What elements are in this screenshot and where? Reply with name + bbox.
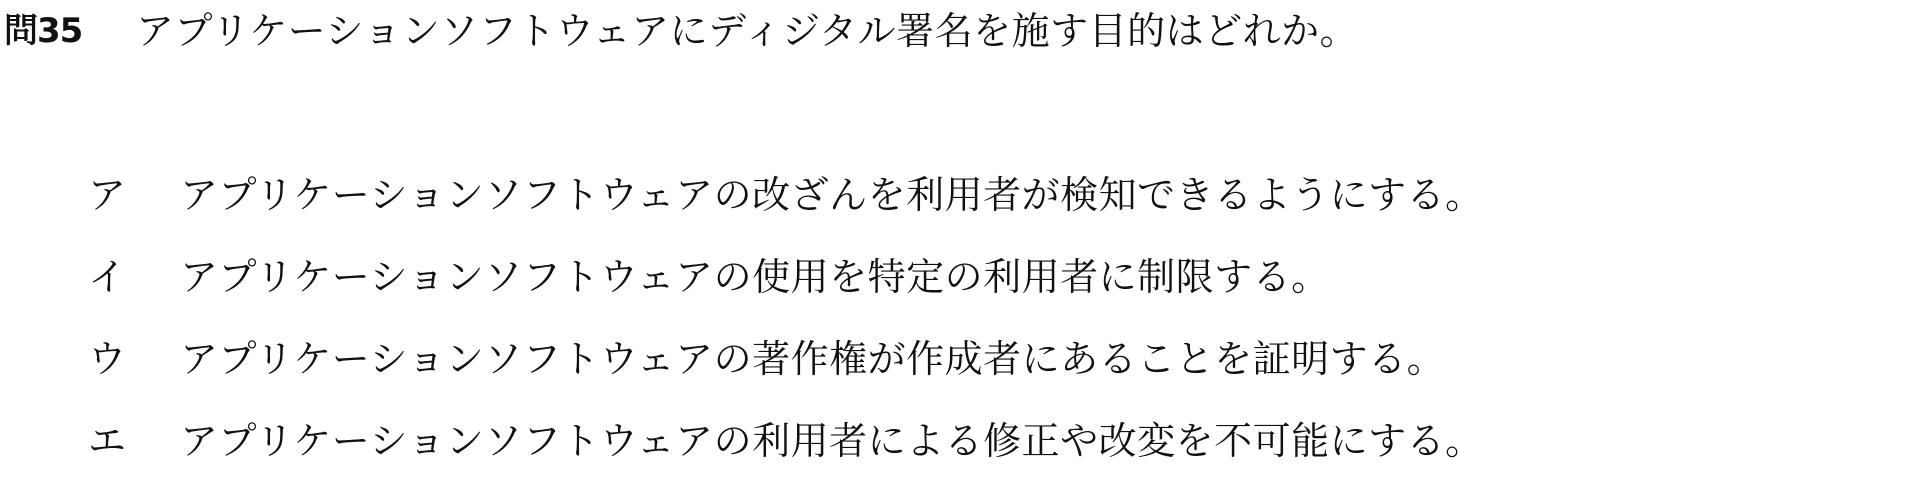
choice-label: ウ	[88, 336, 127, 381]
answer-choices	[88, 150, 1484, 478]
choice-u	[88, 314, 1484, 396]
question-text: アプリケーションソフトウェアにディジタル署名を施す目的はどれか。	[136, 8, 1359, 53]
choice-text: アプリケーションソフトウェアの著作権が作成者にあることを証明する。	[180, 336, 1446, 381]
choice-i	[88, 232, 1484, 314]
choice-text: アプリケーションソフトウェアの改ざんを利用者が検知できるようにする。	[180, 172, 1484, 217]
choice-text: アプリケーションソフトウェアの利用者による修正や改変を不可能にする。	[180, 418, 1484, 463]
question-header	[4, 2, 1358, 52]
choice-e	[88, 396, 1484, 478]
choice-label: エ	[88, 418, 127, 463]
choice-label: ア	[88, 172, 127, 217]
choice-text: アプリケーションソフトウェアの使用を特定の利用者に制限する。	[180, 254, 1330, 299]
choice-a	[88, 150, 1484, 232]
choice-label: イ	[88, 254, 127, 299]
question-number: 問35	[4, 10, 83, 51]
